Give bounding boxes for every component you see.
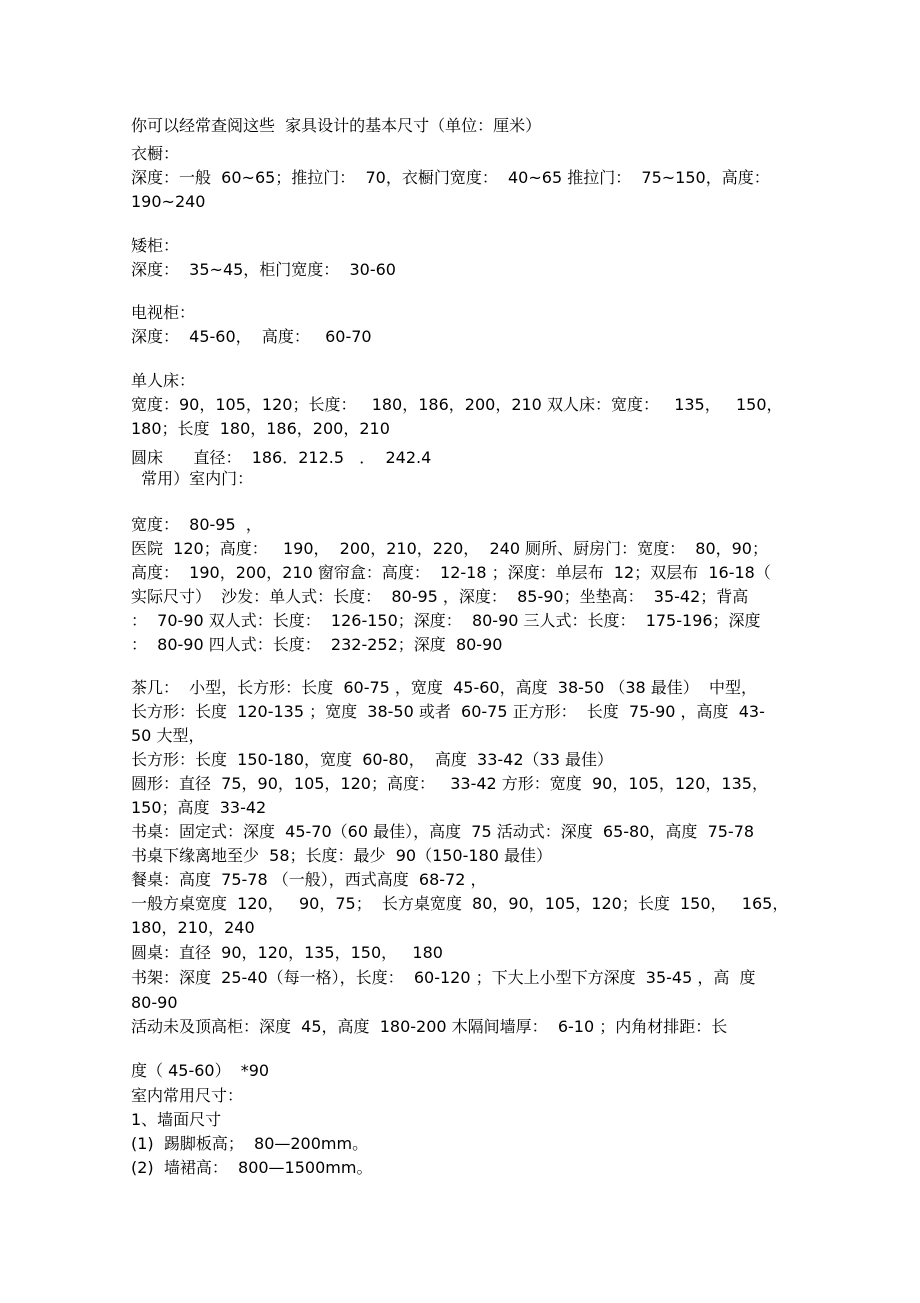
- wardrobe-heading: 衣橱：: [131, 144, 180, 163]
- desk-line-2: 书桌下缘离地至少 58；长度：最少 90（150-180 最佳）: [131, 846, 553, 865]
- door-line-1: 医院 120；高度： 190， 200，210，220， 240 厕所、厨房门：宽度： 80，90；: [131, 539, 768, 558]
- wardrobe-line-2: 190~240: [131, 192, 206, 211]
- sofa-line-2: ： 70-90 双人式：长度： 126-150；深度： 80-90 三人式：长度： 175-196；深度: [131, 611, 761, 630]
- wardrobe-line-1: 深度：一般 60~65；推拉门： 70，衣橱门宽度： 40~65 推拉门： 75~150，高度：: [131, 168, 770, 187]
- coffee-table-line-2: 长方形：长度 120-135 ；宽度 38-50 或者 60-75 正方形： 长度 75-90 ，高度 43-: [131, 702, 765, 721]
- round-table-line: 圆桌：直径 90，120，135，150， 180: [131, 943, 443, 962]
- length-line: 度（ 45-60） *90: [131, 1061, 270, 1080]
- bed-line-1: 宽度：90，105，120；长度： 180，186，200，210 双人床：宽度： 135， 150，: [131, 395, 783, 414]
- round-bed-line: 圆床 直径： 186．212.5 ． 242.4: [131, 448, 432, 467]
- single-bed-heading: 单人床：: [131, 371, 196, 390]
- wainscot-line: (2) 墙裙高： 800—1500mm。: [131, 1158, 373, 1177]
- indoor-dimensions-heading: 室内常用尺寸：: [131, 1086, 244, 1105]
- dining-table-line-1: 餐桌：高度 75-78 （一般），西式高度 68-72 ，: [131, 870, 487, 889]
- skirting-board-line: (1) 踢脚板高； 80—200mm。: [131, 1134, 369, 1153]
- wall-dimensions-heading: 1、墙面尺寸: [131, 1110, 222, 1129]
- coffee-table-line-5: 圆形：直径 75，90，105，120；高度： 33-42 方形：宽度 90，105，120，135，: [131, 774, 768, 793]
- tv-cabinet-line: 深度： 45-60， 高度： 60-70: [131, 327, 372, 346]
- low-cabinet-heading: 矮柜：: [131, 236, 180, 255]
- interior-door-heading: 常用）室内门：: [131, 469, 254, 488]
- tall-cabinet-line: 活动未及顶高柜：深度 45，高度 180-200 木隔间墙厚： 6-10 ；内角材排距：长: [131, 1017, 728, 1036]
- tv-cabinet-heading: 电视柜：: [131, 303, 196, 322]
- coffee-table-line-4: 长方形：长度 150-180，宽度 60-80， 高度 33-42（33 最佳）: [131, 750, 613, 769]
- dining-table-line-3: 180，210，240: [131, 918, 255, 937]
- desk-line-1: 书桌：固定式：深度 45-70（60 最佳），高度 75 活动式：深度 65-80，高度 75-78: [131, 822, 755, 841]
- bookshelf-line-1: 书架：深度 25-40（每一格），长度： 60-120 ；下大上小型下方深度 35-45 ，高 度: [131, 968, 756, 987]
- door-line-2: 高度： 190，200，210 窗帘盒：高度： 12-18 ；深度：单层布 12；双层布 16-18（: [131, 563, 771, 582]
- bed-line-2: 180；长度 180，186，200，210: [131, 419, 390, 438]
- low-cabinet-line: 深度： 35~45，柜门宽度： 30-60: [131, 260, 396, 279]
- coffee-table-line-3: 50 大型，: [131, 726, 205, 745]
- sofa-line-1: 实际尺寸） 沙发：单人式：长度： 80-95 ，深度： 85-90；坐垫高： 35-42；背高: [131, 587, 749, 606]
- door-width-line: 宽度： 80-95 ，: [131, 515, 262, 534]
- dining-table-line-2: 一般方桌宽度 120， 90，75； 长方桌宽度 80，90，105，120；长度 150， 165，: [131, 894, 789, 913]
- sofa-line-3: ： 80-90 四人式：长度： 232-252；深度 80-90: [131, 635, 503, 654]
- bookshelf-line-2: 80-90: [131, 993, 178, 1012]
- coffee-table-line-6: 150；高度 33-42: [131, 798, 267, 817]
- document-intro-line: 你可以经常查阅这些 家具设计的基本尺寸（单位：厘米）: [131, 116, 542, 135]
- coffee-table-line-1: 茶几： 小型，长方形：长度 60-75 ，宽度 45-60，高度 38-50 （38 最佳） 中型，: [131, 678, 757, 697]
